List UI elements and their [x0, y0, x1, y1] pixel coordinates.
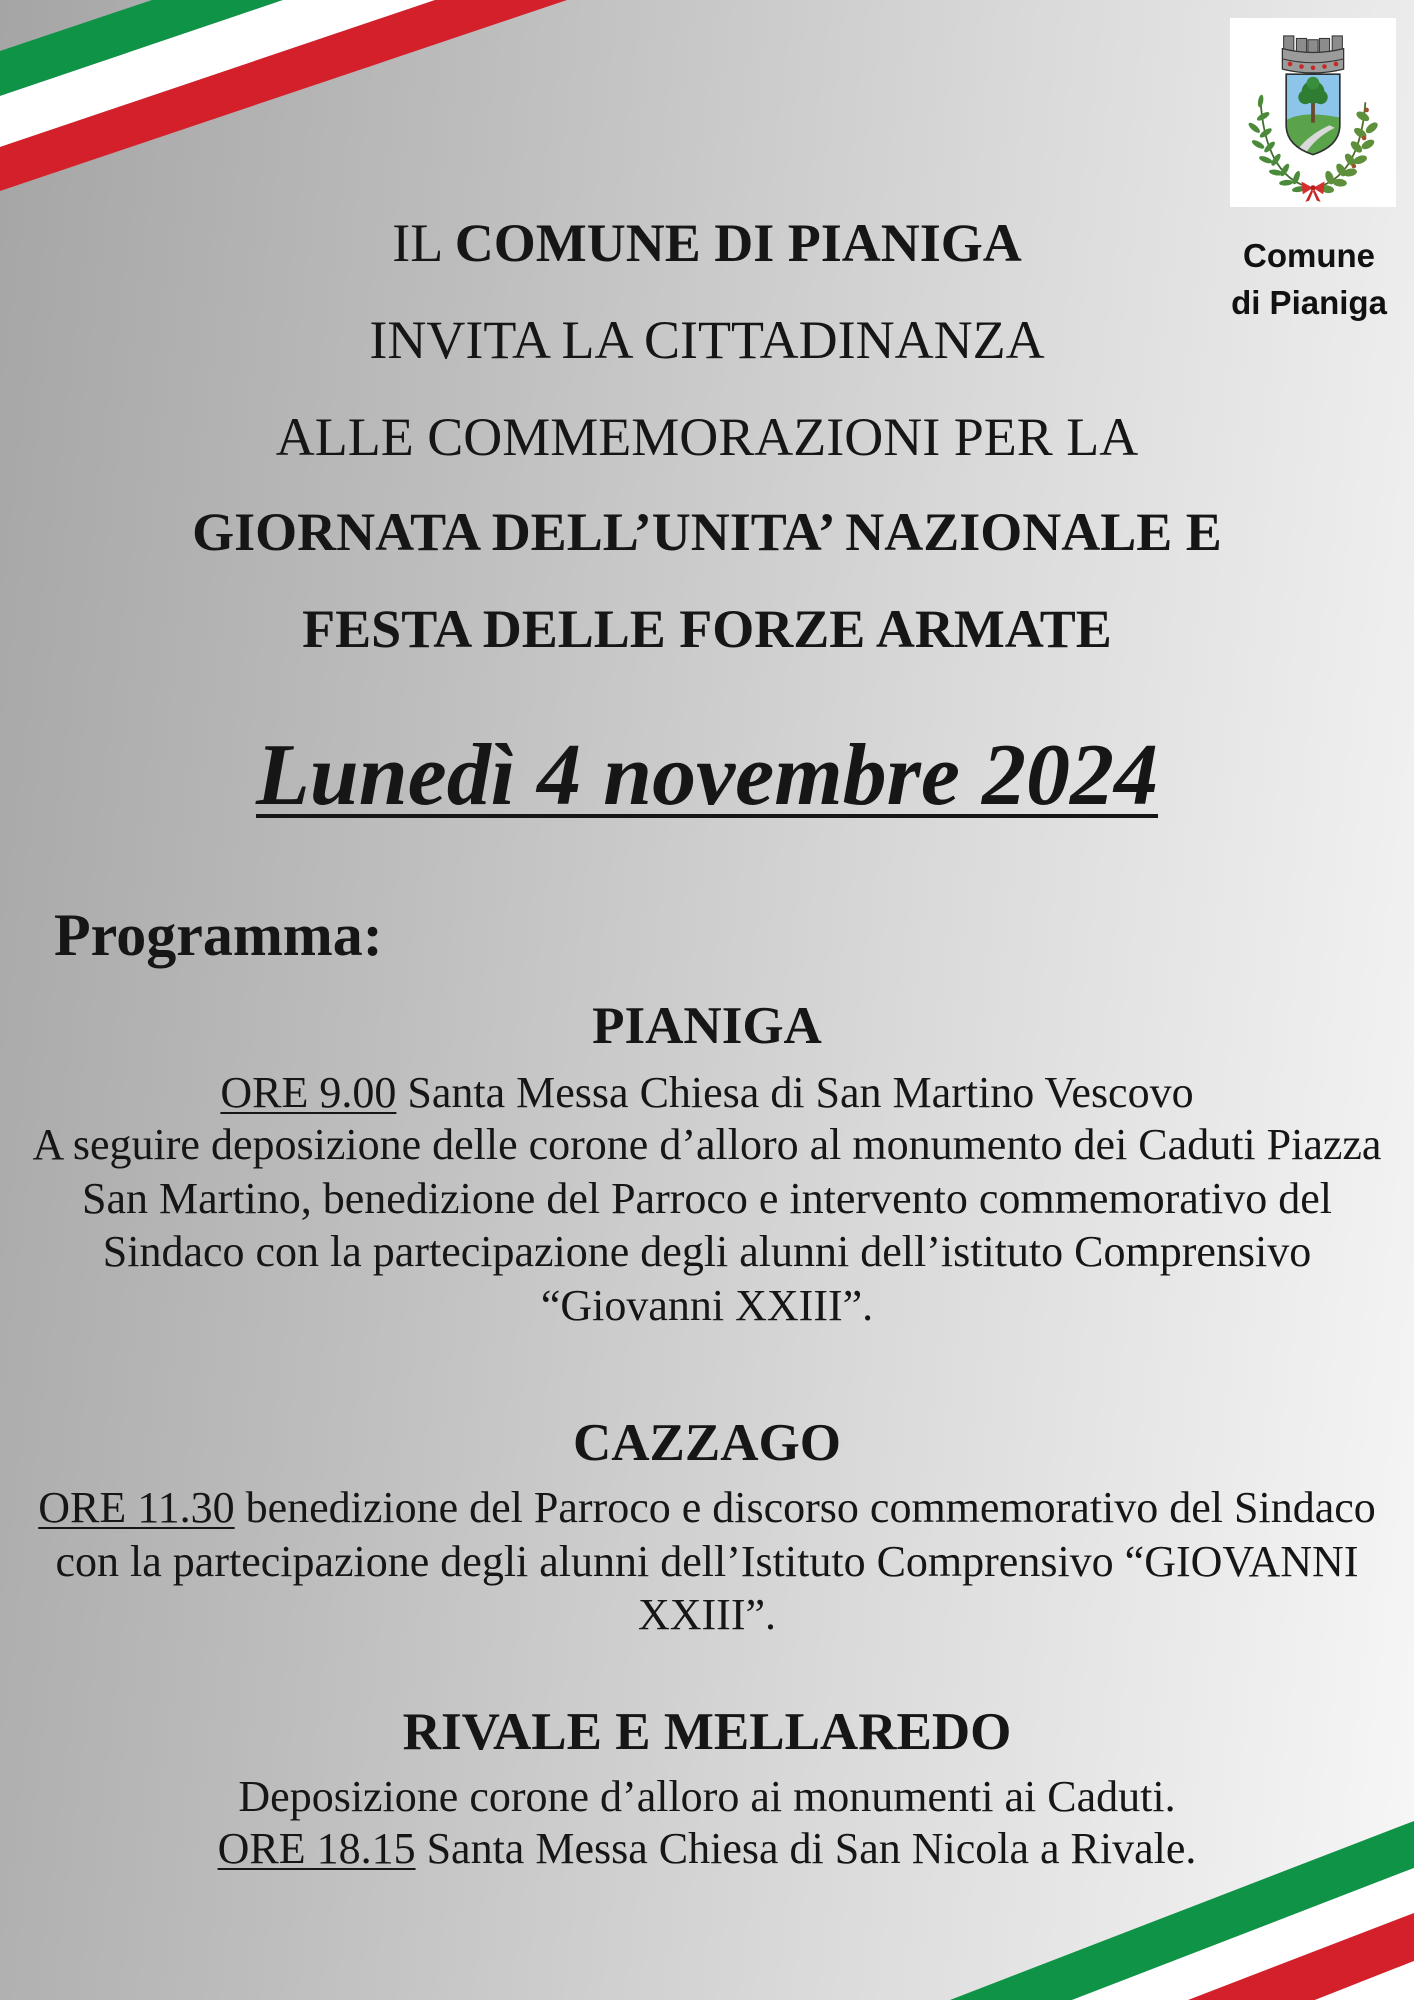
program-line: con la partecipazione degli alunni dell’Istituto Comprensivo “GIOVANNI	[55, 1537, 1359, 1586]
invitation-line-2: INVITA LA CITTADINANZA	[369, 310, 1045, 370]
program-line	[0, 1823, 1414, 1875]
invitation-line-1	[0, 211, 1414, 275]
program-time: ORE 9.00	[220, 1068, 397, 1117]
program-time: ORE 11.30	[38, 1483, 235, 1532]
acorn	[1352, 164, 1357, 169]
crest-ribbon	[1302, 181, 1325, 201]
logo-caption-line: di Pianiga	[1231, 284, 1387, 321]
comune-name: COMUNE DI PIANIGA	[454, 213, 1022, 273]
crest-icon	[1230, 18, 1396, 207]
program-line: San Martino, benedizione del Parroco e intervento commemorativo del	[82, 1174, 1332, 1223]
program-line: “Giovanni XXIII”.	[540, 1281, 874, 1330]
event-name-line-2: FESTA DELLE FORZE ARMATE	[302, 599, 1112, 659]
program-time: ORE 18.15	[217, 1824, 416, 1873]
crest-crown	[1282, 36, 1343, 73]
program-title: Programma:	[54, 902, 383, 968]
program-place-cazzago: CAZZAGO	[573, 1414, 841, 1472]
program-line: XXIII”.	[637, 1590, 777, 1639]
program-line	[0, 1067, 1414, 1119]
acorn	[1362, 136, 1367, 141]
program-line: Sindaco con la partecipazione degli alunni dell’istituto Comprensivo	[102, 1227, 1312, 1276]
program-text: Santa Messa Chiesa di San Martino Vescovo	[407, 1068, 1194, 1117]
program-text: Santa Messa Chiesa di San Nicola a Rivale.	[426, 1824, 1197, 1873]
program-line: A seguire deposizione delle corone d’alloro al monumento dei Caduti Piazza	[32, 1120, 1382, 1169]
acorn	[1364, 108, 1369, 113]
program-text: benedizione del Parroco e discorso commemorativo del Sindaco	[245, 1483, 1376, 1532]
crest-shield	[1286, 74, 1340, 158]
invitation-article: IL	[392, 213, 442, 273]
program-line: Deposizione corone d’alloro ai monumenti ai Caduti.	[238, 1772, 1176, 1821]
logo-caption-line: Comune	[1243, 237, 1375, 274]
invitation-line-3: ALLE COMMEMORAZIONI PER LA	[275, 407, 1139, 467]
event-name-line-1: GIORNATA DELL’UNITA’ NAZIONALE E	[192, 502, 1222, 562]
event-date	[0, 726, 1414, 826]
program-place-rivale-mellaredo: RIVALE E MELLAREDO	[402, 1703, 1012, 1761]
event-date-text: Lunedì 4 novembre 2024	[256, 727, 1158, 824]
municipality-logo	[1230, 18, 1396, 207]
program-place-pianiga: PIANIGA	[592, 997, 822, 1055]
program-line	[0, 1482, 1414, 1534]
flag-stripes-top-left	[0, 0, 567, 191]
